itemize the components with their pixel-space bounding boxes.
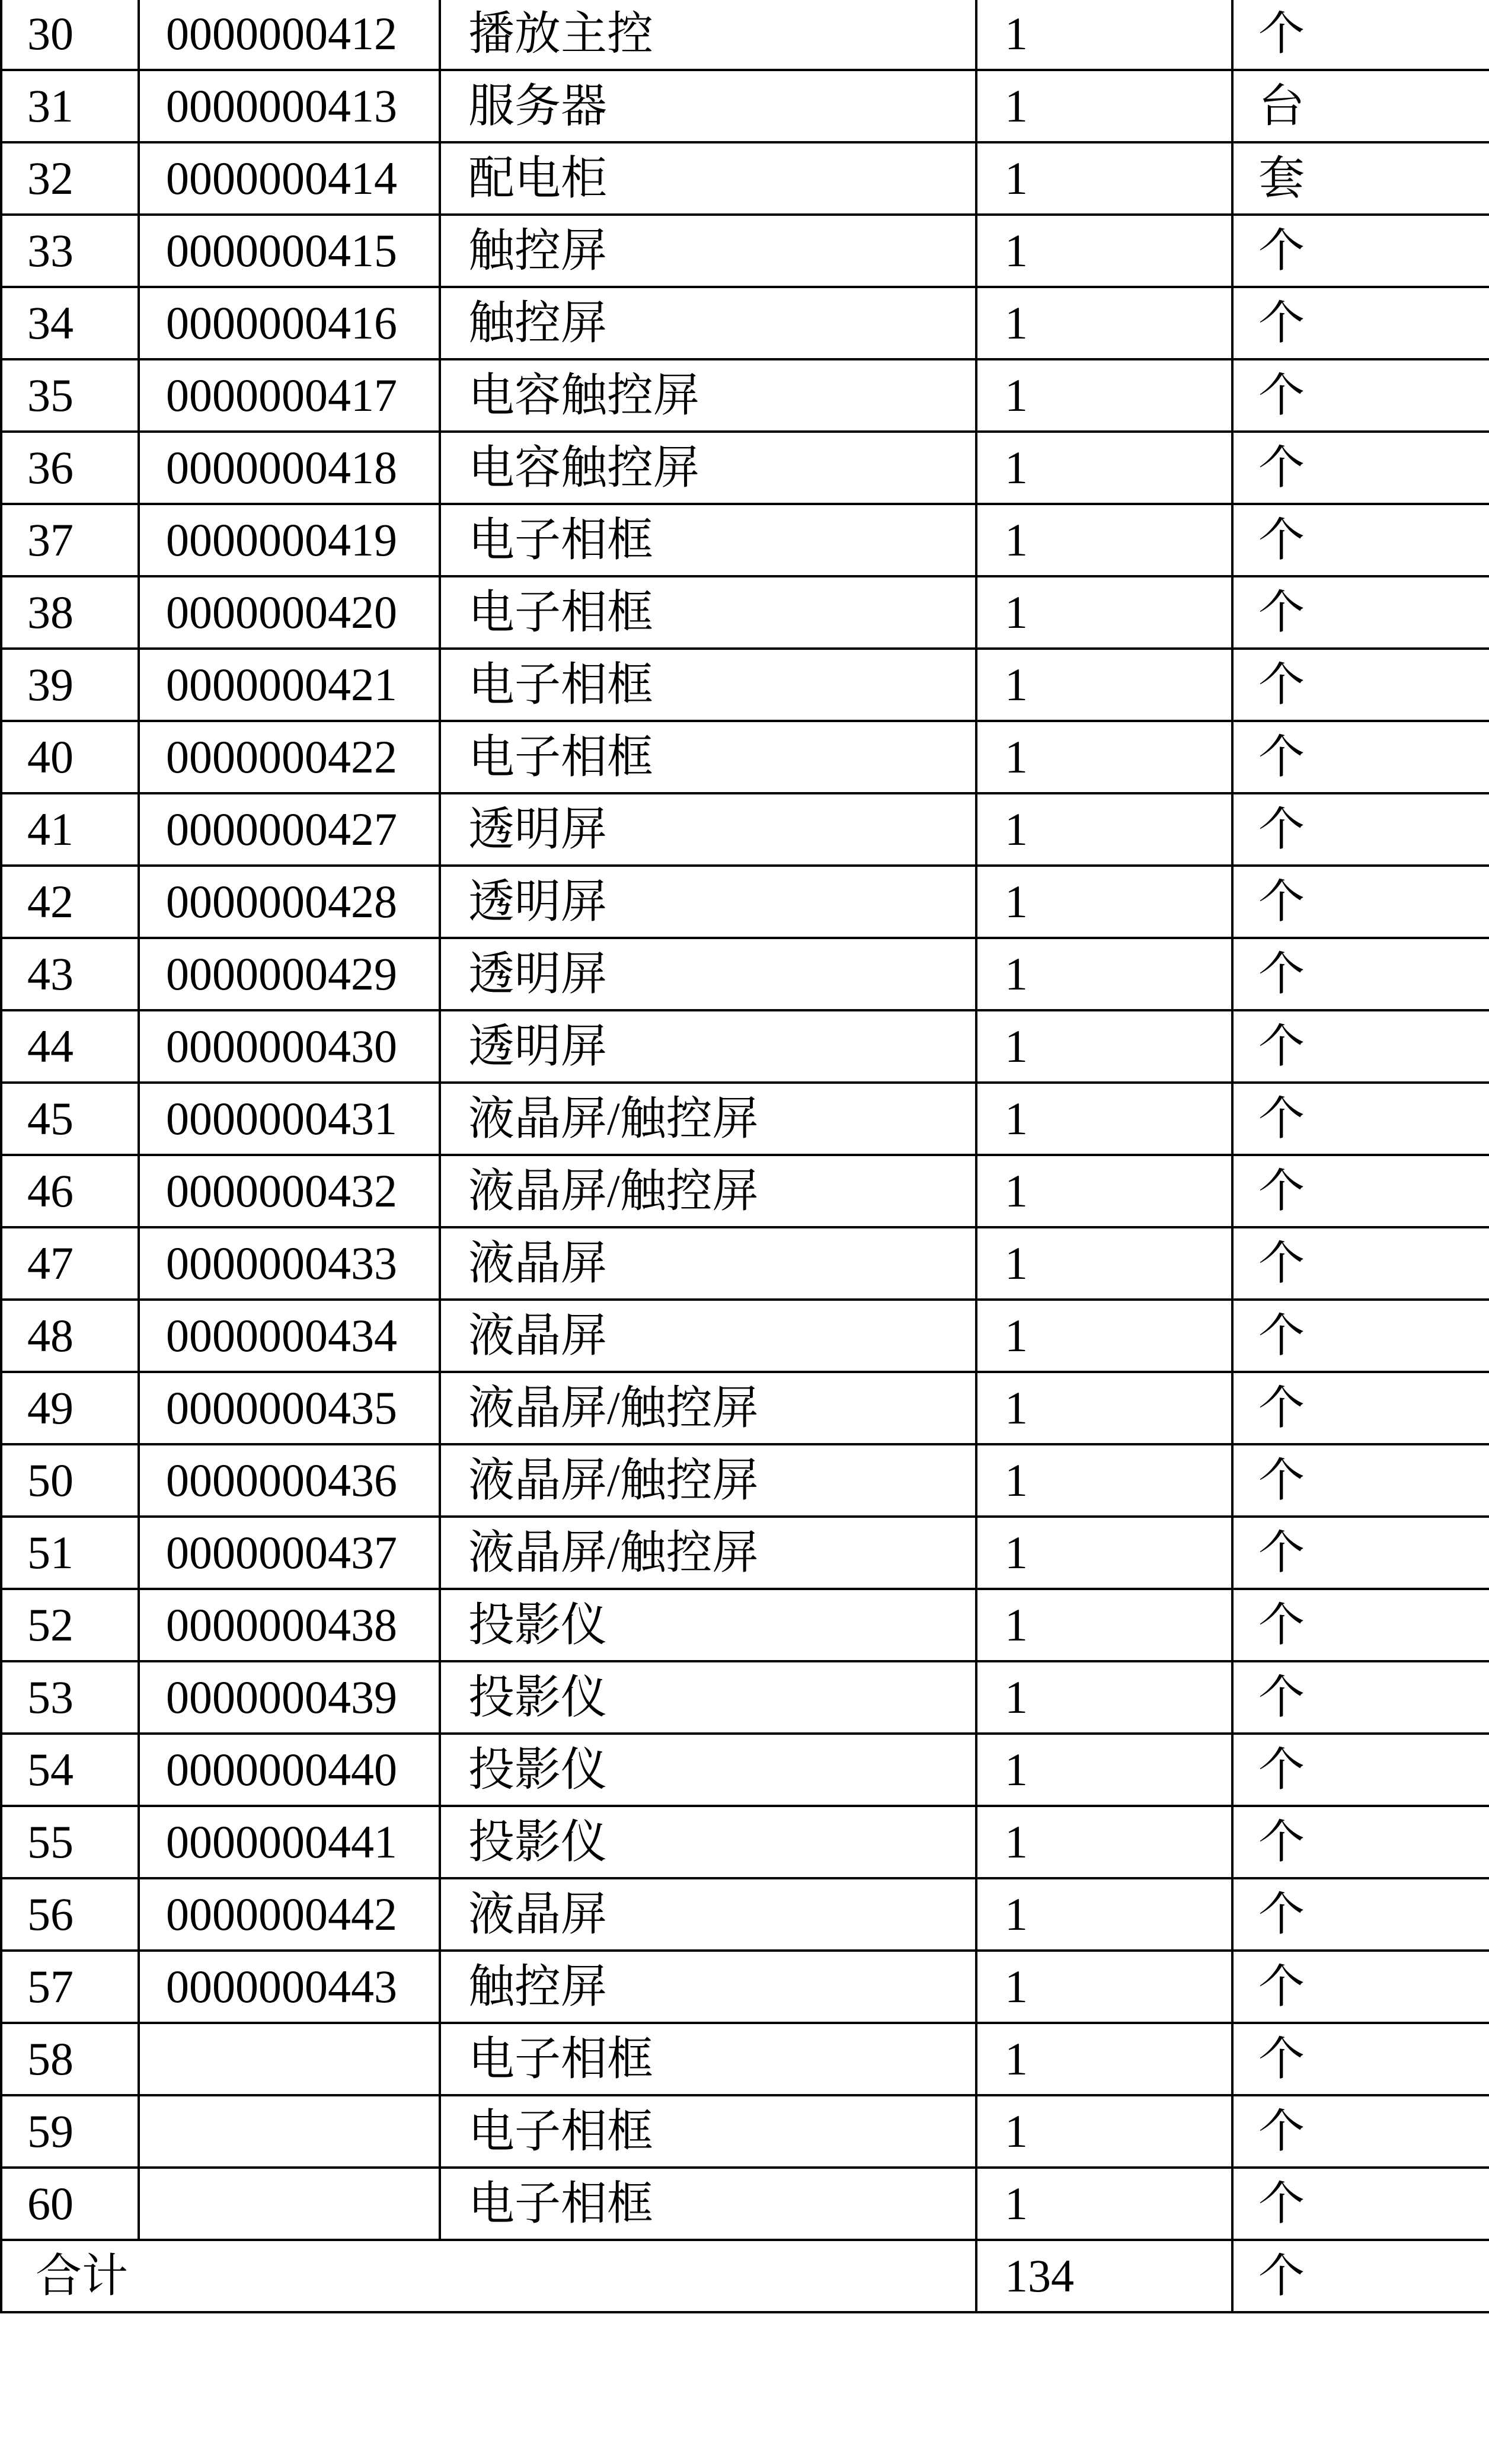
table-row xyxy=(1,866,1489,938)
row-number-cell: 30 xyxy=(1,0,139,70)
unit-cell: 个 xyxy=(1232,432,1489,504)
table-row xyxy=(1,1372,1489,1444)
quantity-cell: 1 xyxy=(976,287,1232,359)
row-number-cell: 52 xyxy=(1,1589,139,1661)
item-name-cell: 触控屏 xyxy=(440,1951,976,2023)
row-number-cell: 44 xyxy=(1,1010,139,1083)
quantity-cell: 1 xyxy=(976,1444,1232,1517)
row-number-cell: 57 xyxy=(1,1951,139,2023)
item-name-cell: 电子相框 xyxy=(440,649,976,721)
item-name-cell: 透明屏 xyxy=(440,1010,976,1083)
quantity-cell: 1 xyxy=(976,1878,1232,1951)
asset-code-cell: 0000000413 xyxy=(139,70,440,142)
unit-cell: 个 xyxy=(1232,0,1489,70)
quantity-cell: 1 xyxy=(976,2095,1232,2168)
unit-cell: 个 xyxy=(1232,721,1489,793)
row-number-cell: 53 xyxy=(1,1661,139,1734)
unit-cell: 个 xyxy=(1232,1083,1489,1155)
unit-cell: 个 xyxy=(1232,938,1489,1010)
row-number-cell: 51 xyxy=(1,1517,139,1589)
row-number-cell: 46 xyxy=(1,1155,139,1227)
unit-cell: 个 xyxy=(1232,1878,1489,1951)
table-row xyxy=(1,0,1489,70)
item-name-cell: 液晶屏/触控屏 xyxy=(440,1083,976,1155)
quantity-cell: 1 xyxy=(976,1806,1232,1878)
unit-cell: 个 xyxy=(1232,1806,1489,1878)
total-label: 合计 xyxy=(1,2240,976,2312)
table-row xyxy=(1,793,1489,866)
unit-cell: 个 xyxy=(1232,1300,1489,1372)
row-number-cell: 39 xyxy=(1,649,139,721)
unit-cell: 个 xyxy=(1232,793,1489,866)
item-name-cell: 电子相框 xyxy=(440,576,976,649)
item-name-cell: 电容触控屏 xyxy=(440,359,976,432)
item-name-cell: 电子相框 xyxy=(440,2023,976,2095)
row-number-cell: 54 xyxy=(1,1734,139,1806)
unit-cell: 台 xyxy=(1232,70,1489,142)
quantity-cell: 1 xyxy=(976,1517,1232,1589)
asset-code-cell: 0000000434 xyxy=(139,1300,440,1372)
item-name-cell: 电子相框 xyxy=(440,2168,976,2240)
asset-code-cell xyxy=(139,2168,440,2240)
unit-cell: 个 xyxy=(1232,1734,1489,1806)
item-name-cell: 触控屏 xyxy=(440,215,976,287)
quantity-cell: 1 xyxy=(976,1734,1232,1806)
table-row xyxy=(1,721,1489,793)
asset-code-cell: 0000000421 xyxy=(139,649,440,721)
quantity-cell: 1 xyxy=(976,1010,1232,1083)
item-name-cell: 透明屏 xyxy=(440,793,976,866)
asset-code-cell: 0000000430 xyxy=(139,1010,440,1083)
item-name-cell: 服务器 xyxy=(440,70,976,142)
row-number-cell: 55 xyxy=(1,1806,139,1878)
unit-cell: 个 xyxy=(1232,359,1489,432)
item-name-cell: 电子相框 xyxy=(440,721,976,793)
asset-code-cell: 0000000419 xyxy=(139,504,440,576)
unit-cell: 个 xyxy=(1232,649,1489,721)
row-number-cell: 37 xyxy=(1,504,139,576)
quantity-cell: 1 xyxy=(976,432,1232,504)
item-name-cell: 液晶屏 xyxy=(440,1227,976,1300)
asset-code-cell: 0000000433 xyxy=(139,1227,440,1300)
row-number-cell: 49 xyxy=(1,1372,139,1444)
quantity-cell: 1 xyxy=(976,1589,1232,1661)
quantity-cell: 1 xyxy=(976,1155,1232,1227)
unit-cell: 个 xyxy=(1232,1517,1489,1589)
item-name-cell: 投影仪 xyxy=(440,1806,976,1878)
unit-cell: 个 xyxy=(1232,2023,1489,2095)
asset-code-cell xyxy=(139,2095,440,2168)
asset-code-cell: 0000000416 xyxy=(139,287,440,359)
total-unit: 个 xyxy=(1232,2240,1489,2312)
row-number-cell: 31 xyxy=(1,70,139,142)
asset-code-cell: 0000000417 xyxy=(139,359,440,432)
inventory-table-body xyxy=(1,0,1489,2312)
asset-code-cell: 0000000443 xyxy=(139,1951,440,2023)
asset-code-cell xyxy=(139,2023,440,2095)
row-number-cell: 56 xyxy=(1,1878,139,1951)
item-name-cell: 液晶屏 xyxy=(440,1878,976,1951)
table-row xyxy=(1,1878,1489,1951)
quantity-cell: 1 xyxy=(976,649,1232,721)
row-number-cell: 35 xyxy=(1,359,139,432)
table-row xyxy=(1,649,1489,721)
unit-cell: 个 xyxy=(1232,866,1489,938)
table-row xyxy=(1,1806,1489,1878)
asset-code-cell: 0000000435 xyxy=(139,1372,440,1444)
item-name-cell: 液晶屏/触控屏 xyxy=(440,1444,976,1517)
asset-code-cell: 0000000422 xyxy=(139,721,440,793)
item-name-cell: 投影仪 xyxy=(440,1589,976,1661)
table-row xyxy=(1,1444,1489,1517)
quantity-cell: 1 xyxy=(976,2023,1232,2095)
unit-cell: 套 xyxy=(1232,142,1489,215)
total-row xyxy=(1,2240,1489,2312)
unit-cell: 个 xyxy=(1232,1155,1489,1227)
asset-code-cell: 0000000418 xyxy=(139,432,440,504)
table-row xyxy=(1,215,1489,287)
table-row xyxy=(1,359,1489,432)
item-name-cell: 播放主控 xyxy=(440,0,976,70)
quantity-cell: 1 xyxy=(976,215,1232,287)
table-row xyxy=(1,1734,1489,1806)
item-name-cell: 配电柜 xyxy=(440,142,976,215)
unit-cell: 个 xyxy=(1232,2095,1489,2168)
row-number-cell: 42 xyxy=(1,866,139,938)
item-name-cell: 液晶屏 xyxy=(440,1300,976,1372)
unit-cell: 个 xyxy=(1232,1372,1489,1444)
row-number-cell: 32 xyxy=(1,142,139,215)
row-number-cell: 47 xyxy=(1,1227,139,1300)
asset-code-cell: 0000000412 xyxy=(139,0,440,70)
unit-cell: 个 xyxy=(1232,1227,1489,1300)
table-row xyxy=(1,2023,1489,2095)
quantity-cell: 1 xyxy=(976,576,1232,649)
quantity-cell: 1 xyxy=(976,938,1232,1010)
unit-cell: 个 xyxy=(1232,215,1489,287)
table-row xyxy=(1,1661,1489,1734)
quantity-cell: 1 xyxy=(976,1083,1232,1155)
table-row xyxy=(1,1227,1489,1300)
row-number-cell: 36 xyxy=(1,432,139,504)
row-number-cell: 41 xyxy=(1,793,139,866)
item-name-cell: 透明屏 xyxy=(440,938,976,1010)
quantity-cell: 1 xyxy=(976,1372,1232,1444)
row-number-cell: 58 xyxy=(1,2023,139,2095)
item-name-cell: 电子相框 xyxy=(440,504,976,576)
item-name-cell: 电容触控屏 xyxy=(440,432,976,504)
quantity-cell: 1 xyxy=(976,2168,1232,2240)
quantity-cell: 1 xyxy=(976,0,1232,70)
item-name-cell: 液晶屏/触控屏 xyxy=(440,1517,976,1589)
unit-cell: 个 xyxy=(1232,1589,1489,1661)
quantity-cell: 1 xyxy=(976,359,1232,432)
total-quantity: 134 xyxy=(976,2240,1232,2312)
quantity-cell: 1 xyxy=(976,1661,1232,1734)
unit-cell: 个 xyxy=(1232,1010,1489,1083)
unit-cell: 个 xyxy=(1232,1661,1489,1734)
asset-code-cell: 0000000440 xyxy=(139,1734,440,1806)
row-number-cell: 40 xyxy=(1,721,139,793)
asset-code-cell: 0000000428 xyxy=(139,866,440,938)
quantity-cell: 1 xyxy=(976,721,1232,793)
table-row xyxy=(1,1300,1489,1372)
quantity-cell: 1 xyxy=(976,1951,1232,2023)
row-number-cell: 50 xyxy=(1,1444,139,1517)
unit-cell: 个 xyxy=(1232,1951,1489,2023)
table-row xyxy=(1,432,1489,504)
row-number-cell: 38 xyxy=(1,576,139,649)
asset-code-cell: 0000000420 xyxy=(139,576,440,649)
item-name-cell: 触控屏 xyxy=(440,287,976,359)
row-number-cell: 43 xyxy=(1,938,139,1010)
asset-code-cell: 0000000436 xyxy=(139,1444,440,1517)
asset-code-cell: 0000000437 xyxy=(139,1517,440,1589)
item-name-cell: 投影仪 xyxy=(440,1734,976,1806)
unit-cell: 个 xyxy=(1232,1444,1489,1517)
table-row xyxy=(1,1951,1489,2023)
row-number-cell: 33 xyxy=(1,215,139,287)
asset-code-cell: 0000000427 xyxy=(139,793,440,866)
quantity-cell: 1 xyxy=(976,866,1232,938)
quantity-cell: 1 xyxy=(976,70,1232,142)
table-row xyxy=(1,142,1489,215)
item-name-cell: 液晶屏/触控屏 xyxy=(440,1155,976,1227)
item-name-cell: 液晶屏/触控屏 xyxy=(440,1372,976,1444)
quantity-cell: 1 xyxy=(976,793,1232,866)
asset-code-cell: 0000000432 xyxy=(139,1155,440,1227)
table-row xyxy=(1,1155,1489,1227)
table-row xyxy=(1,2095,1489,2168)
asset-code-cell: 0000000429 xyxy=(139,938,440,1010)
asset-code-cell: 0000000415 xyxy=(139,215,440,287)
quantity-cell: 1 xyxy=(976,1300,1232,1372)
item-name-cell: 电子相框 xyxy=(440,2095,976,2168)
row-number-cell: 45 xyxy=(1,1083,139,1155)
row-number-cell: 59 xyxy=(1,2095,139,2168)
table-row xyxy=(1,2168,1489,2240)
asset-code-cell: 0000000414 xyxy=(139,142,440,215)
table-row xyxy=(1,1589,1489,1661)
table-row xyxy=(1,1010,1489,1083)
item-name-cell: 投影仪 xyxy=(440,1661,976,1734)
table-row xyxy=(1,504,1489,576)
table-row xyxy=(1,1517,1489,1589)
asset-code-cell: 0000000441 xyxy=(139,1806,440,1878)
quantity-cell: 1 xyxy=(976,504,1232,576)
item-name-cell: 透明屏 xyxy=(440,866,976,938)
asset-code-cell: 0000000431 xyxy=(139,1083,440,1155)
row-number-cell: 34 xyxy=(1,287,139,359)
unit-cell: 个 xyxy=(1232,504,1489,576)
table-row xyxy=(1,287,1489,359)
row-number-cell: 60 xyxy=(1,2168,139,2240)
table-row xyxy=(1,70,1489,142)
table-row xyxy=(1,576,1489,649)
asset-code-cell: 0000000438 xyxy=(139,1589,440,1661)
unit-cell: 个 xyxy=(1232,2168,1489,2240)
asset-code-cell: 0000000442 xyxy=(139,1878,440,1951)
table-row xyxy=(1,938,1489,1010)
quantity-cell: 1 xyxy=(976,1227,1232,1300)
table-row xyxy=(1,1083,1489,1155)
quantity-cell: 1 xyxy=(976,142,1232,215)
unit-cell: 个 xyxy=(1232,287,1489,359)
asset-code-cell: 0000000439 xyxy=(139,1661,440,1734)
unit-cell: 个 xyxy=(1232,576,1489,649)
row-number-cell: 48 xyxy=(1,1300,139,1372)
